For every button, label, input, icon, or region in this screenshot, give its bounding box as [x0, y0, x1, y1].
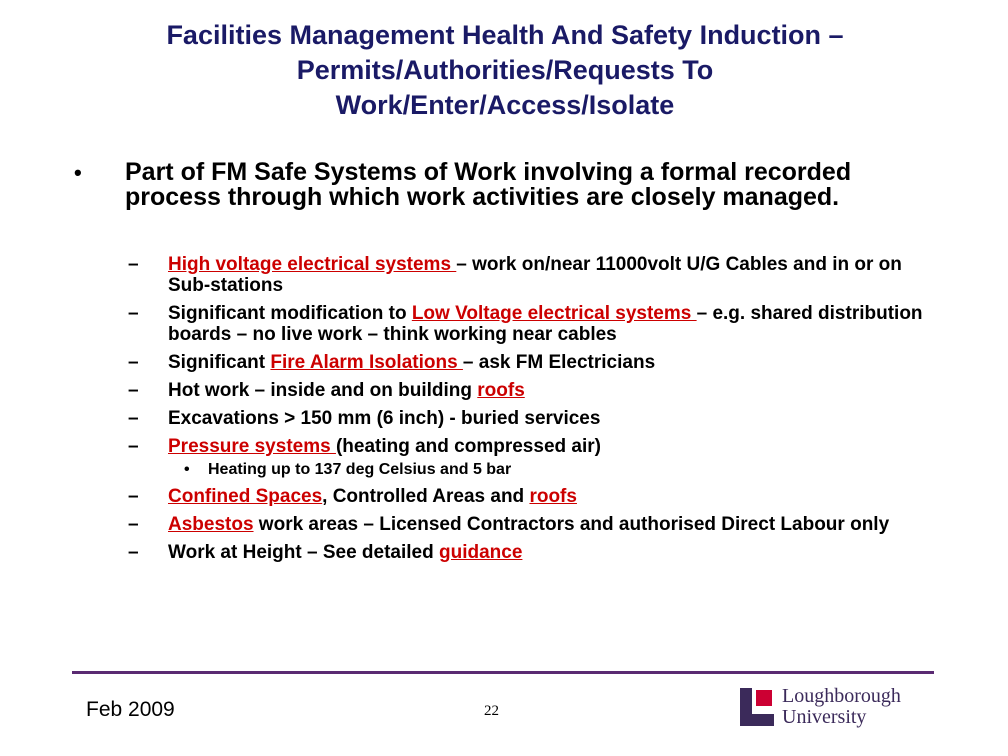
item-text: Heating up to 137 deg Celsius and 5 bar	[208, 461, 512, 478]
dash-marker: –	[128, 380, 139, 401]
item-text: Significant modification to	[168, 303, 412, 324]
list-item-fire-alarm	[128, 352, 928, 373]
logo-line-2: University	[782, 706, 867, 728]
link-low-voltage[interactable]: Low Voltage electrical systems	[411, 303, 697, 324]
dash-marker: –	[128, 514, 139, 535]
university-logo	[740, 685, 950, 732]
link-guidance[interactable]: guidance	[439, 542, 523, 563]
university-logo-icon	[740, 688, 774, 728]
item-text: (heating and compressed air)	[335, 436, 601, 457]
dash-marker: –	[128, 254, 139, 275]
link-confined-spaces[interactable]: Confined Spaces	[168, 486, 323, 507]
list-item-hot-work	[128, 380, 928, 401]
footer-date: Feb 2009	[86, 698, 175, 721]
title-line-2: Permits/Authorities/Requests To	[296, 55, 714, 85]
item-text: Hot work – inside and on building	[168, 380, 478, 401]
item-text: Significant	[168, 352, 271, 373]
dash-marker: –	[128, 486, 139, 507]
main-bullet-text: Part of FM Safe Systems of Work involving a formal recorded process through which work activities are closely managed.	[125, 158, 852, 211]
dash-marker: –	[128, 408, 139, 429]
bullet-marker: •	[74, 160, 82, 185]
item-text: Work at Height – See detailed	[168, 542, 440, 563]
page-number: 22	[484, 703, 499, 719]
list-item-confined-spaces	[128, 486, 928, 507]
link-fire-alarm[interactable]: Fire Alarm Isolations	[270, 352, 463, 373]
dash-marker: –	[128, 542, 139, 563]
item-text: work areas – Licensed Contractors and authorised Direct Labour only	[253, 514, 890, 535]
item-text: – ask FM Electricians	[462, 352, 656, 373]
bullet-marker: •	[184, 461, 190, 478]
title-line-1: Facilities Management Health And Safety Induction –	[166, 20, 844, 50]
item-text: Excavations > 150 mm (6 inch) - buried services	[168, 408, 601, 429]
dash-marker: –	[128, 303, 139, 324]
slide-title	[60, 18, 950, 123]
link-high-voltage[interactable]: High voltage electrical systems	[168, 254, 457, 275]
logo-line-1: Loughborough	[782, 685, 901, 707]
link-pressure-systems[interactable]: Pressure systems	[168, 436, 336, 457]
title-line-3: Work/Enter/Access/Isolate	[335, 90, 675, 120]
list-item-high-voltage	[128, 254, 928, 296]
link-roofs-2[interactable]: roofs	[529, 486, 577, 507]
sub-list	[128, 254, 928, 570]
list-item-low-voltage	[128, 303, 928, 345]
dash-marker: –	[128, 436, 139, 457]
item-text: , Controlled Areas and	[322, 486, 530, 507]
item-text: – work on/near 11000volt U/G Cables and in or on Sub-stations	[168, 254, 902, 296]
dash-marker: –	[128, 352, 139, 373]
nested-list-item	[128, 460, 928, 480]
list-item-work-at-height	[128, 542, 928, 563]
link-roofs[interactable]: roofs	[477, 380, 525, 401]
link-asbestos[interactable]: Asbestos	[168, 514, 254, 535]
list-item-asbestos	[128, 514, 928, 535]
list-item-excavations	[128, 408, 928, 429]
list-item-pressure	[128, 436, 928, 457]
logo-wordmark	[782, 686, 901, 728]
item-text: – e.g. shared distribution boards – no live work – think working near cables	[168, 303, 923, 345]
footer-divider	[72, 671, 934, 674]
